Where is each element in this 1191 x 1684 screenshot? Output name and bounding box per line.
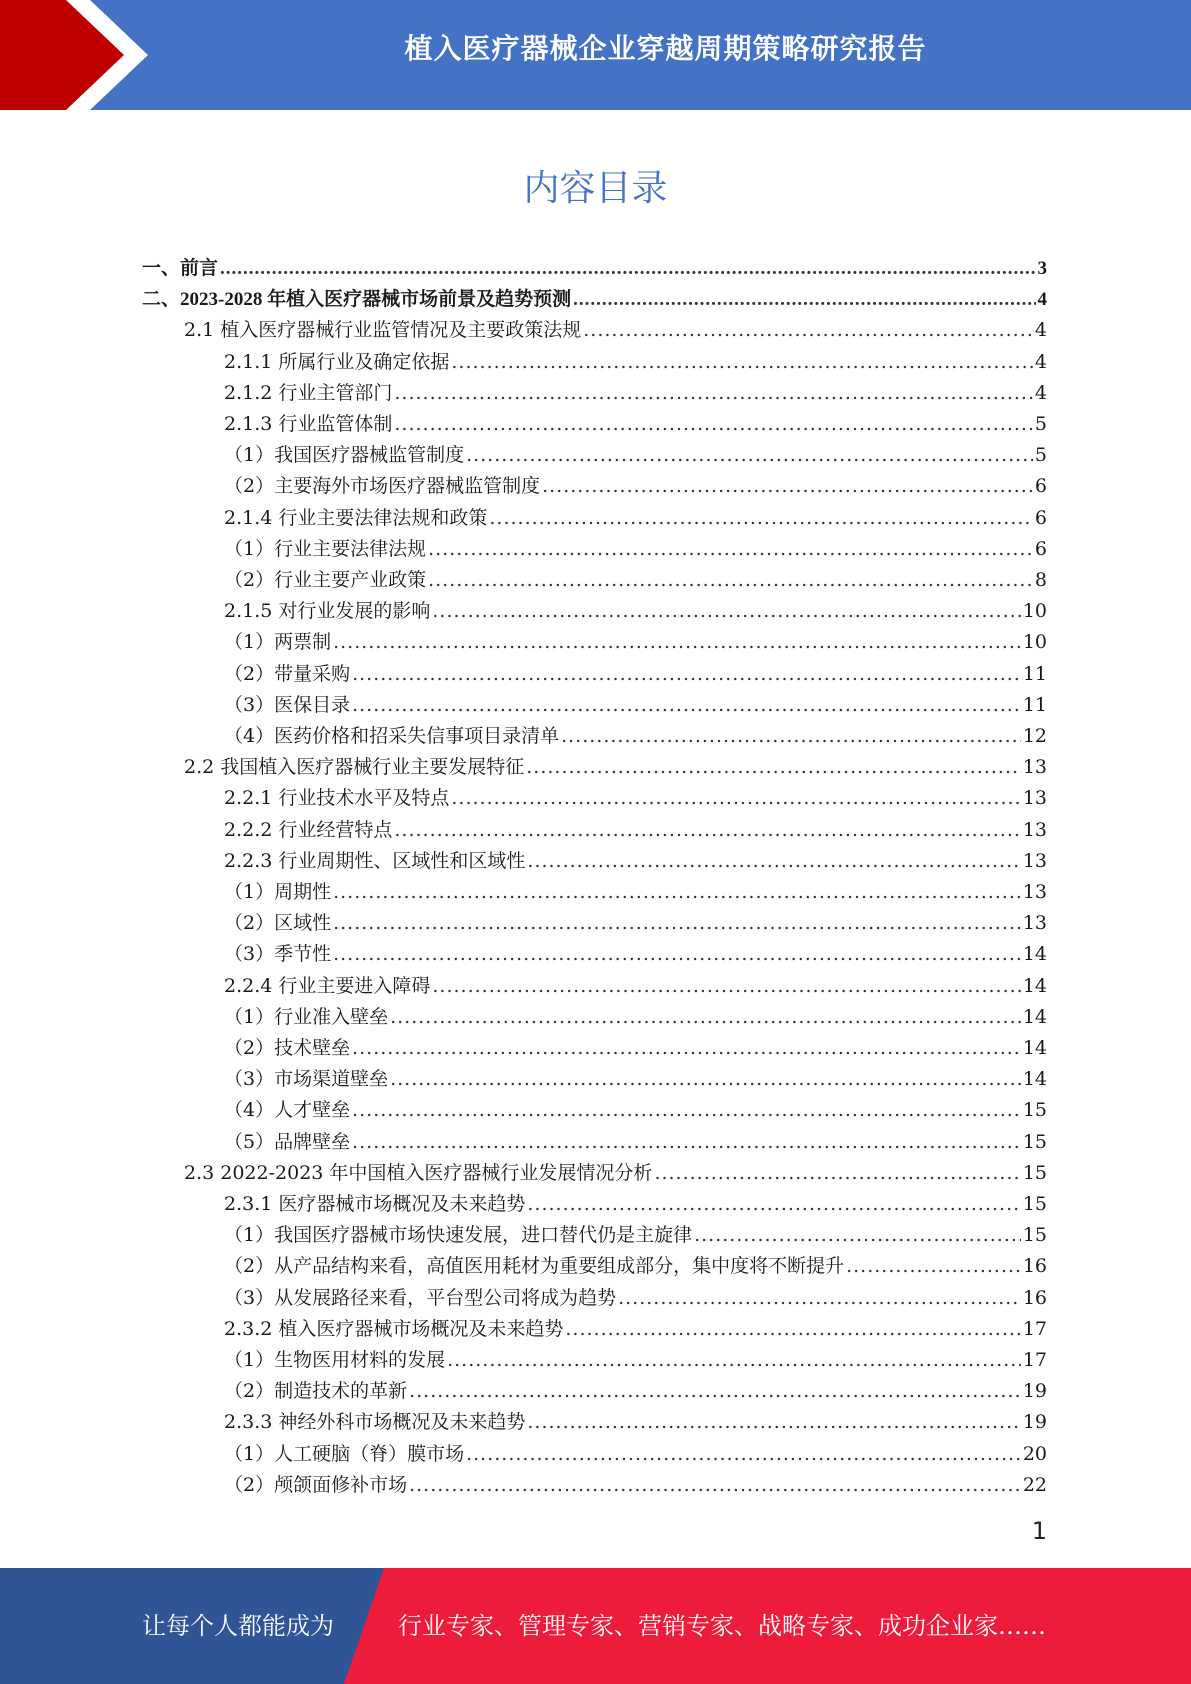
toc-entry-title: （1）两票制 <box>224 631 332 654</box>
toc-entry-page: 13 <box>1022 881 1047 903</box>
toc-entry-title: （1）生物医用材料的发展 <box>224 1349 446 1371</box>
toc-dot-leader <box>352 1131 1021 1153</box>
toc-dot-leader <box>583 319 1033 341</box>
toc-dot-leader <box>654 1162 1020 1184</box>
toc-dot-leader <box>527 1411 1020 1433</box>
toc-dot-leader <box>352 1037 1021 1059</box>
toc-entry-page: 14 <box>1022 943 1047 966</box>
toc-entry-page: 10 <box>1022 600 1047 623</box>
toc-entry[interactable] <box>224 846 1047 877</box>
toc-entry-title: （5）品牌壁垒 <box>224 1130 351 1153</box>
toc-entry-page: 11 <box>1022 662 1047 685</box>
toc-entry-title: 2.1.1 所属行业及确定依据 <box>224 350 450 373</box>
toc-dot-leader <box>466 444 1033 466</box>
toc-entry-page: 13 <box>1022 818 1047 841</box>
toc-dot-leader <box>694 1224 1021 1246</box>
toc-entry-page: 13 <box>1022 756 1047 779</box>
toc-entry-title: （1）行业主要法律法规 <box>224 537 427 560</box>
toc-dot-leader <box>409 1474 1021 1496</box>
toc-entry-title: 2.1.3 行业监管体制 <box>224 413 393 435</box>
toc-dot-leader <box>618 1287 1021 1309</box>
page-number: 1 <box>1031 1517 1047 1545</box>
header-arrow-icon <box>0 0 160 110</box>
toc-entry[interactable] <box>224 1314 1047 1345</box>
toc-entry-page: 15 <box>1022 1193 1047 1215</box>
toc-entry-title: （3）从发展路径来看，平台型公司将成为趋势 <box>224 1286 617 1309</box>
toc-entry[interactable] <box>142 253 1047 284</box>
toc-entry[interactable] <box>224 939 1047 970</box>
toc-entry-title: （3）医保目录 <box>224 693 351 716</box>
toc-dot-leader <box>333 881 1021 903</box>
toc-entry-page: 11 <box>1022 693 1047 716</box>
toc-entry[interactable] <box>224 1376 1047 1407</box>
toc-entry-title: 2.1 植入医疗器械行业监管情况及主要政策法规 <box>184 319 582 342</box>
footer-slogan-left: 让每个人都能成为 <box>142 1612 334 1640</box>
toc-dot-leader <box>447 1349 1021 1371</box>
toc-entry[interactable] <box>224 1470 1047 1501</box>
toc-dot-leader <box>451 787 1020 809</box>
toc-entry[interactable] <box>142 284 1047 315</box>
page-footer <box>0 1568 1191 1684</box>
toc-entry-title: 2.1.2 行业主管部门 <box>224 381 393 404</box>
toc-dot-leader <box>333 912 1021 934</box>
toc-entry[interactable] <box>184 752 1047 783</box>
toc-entry-title: （2）制造技术的革新 <box>224 1380 408 1403</box>
toc-entry-page: 13 <box>1022 787 1047 810</box>
toc-entry-title: 二、2023-2028 年植入医疗器械市场前景及趋势预测 <box>142 289 572 311</box>
toc-dot-leader <box>432 975 1020 997</box>
toc-entry[interactable] <box>224 378 1047 409</box>
toc-entry[interactable] <box>224 1033 1047 1064</box>
toc-entry-title: （2）颅颌面修补市场 <box>224 1473 408 1496</box>
toc-entry-page: 17 <box>1022 1317 1047 1340</box>
toc-dot-leader <box>432 600 1020 622</box>
toc-entry[interactable] <box>224 409 1047 440</box>
toc-entry-page: 12 <box>1022 725 1047 747</box>
toc-dot-leader <box>527 850 1020 872</box>
toc-entry[interactable] <box>224 721 1047 752</box>
toc-entry-page: 13 <box>1022 849 1047 872</box>
toc-entry-page: 15 <box>1022 1161 1047 1184</box>
toc-dot-leader <box>394 382 1033 404</box>
toc-entry-title: （2）主要海外市场医疗器械监管制度 <box>224 475 541 498</box>
toc-entry-page: 14 <box>1022 974 1047 997</box>
toc-entry[interactable] <box>224 471 1047 502</box>
toc-entry-page: 4 <box>1034 319 1047 342</box>
toc-entry[interactable] <box>224 1189 1047 1220</box>
toc-entry-title: （4）医药价格和招采失信事项目录清单 <box>224 725 560 747</box>
toc-entry[interactable] <box>184 315 1047 346</box>
toc-entry-title: 2.1.4 行业主要法律法规和政策 <box>224 506 488 529</box>
toc-dot-leader <box>573 289 1035 311</box>
toc-entry[interactable] <box>224 1220 1047 1251</box>
toc-entry-page: 4 <box>1034 350 1047 373</box>
toc-entry-title: （1）人工硬脑（脊）膜市场 <box>224 1442 465 1465</box>
toc-entry-page: 4 <box>1037 289 1047 311</box>
toc-entry-page: 3 <box>1037 258 1047 279</box>
toc-dot-leader <box>352 663 1021 685</box>
toc-entry[interactable] <box>184 1158 1047 1189</box>
toc-entry-title: （2）技术壁垒 <box>224 1037 351 1059</box>
toc-dot-leader <box>565 1318 1020 1340</box>
toc-entry-title: 2.2.2 行业经营特点 <box>224 818 393 841</box>
toc-entry-title: （1）行业准入壁垒 <box>224 1005 389 1028</box>
toc-dot-leader <box>352 694 1021 716</box>
toc-entry[interactable] <box>224 440 1047 471</box>
toc-entry[interactable] <box>224 783 1047 814</box>
toc-entry[interactable] <box>224 1002 1047 1033</box>
toc-entry[interactable] <box>224 1283 1047 1314</box>
report-header <box>0 0 1191 110</box>
toc-entry-page: 10 <box>1022 631 1047 654</box>
toc-entry-page: 6 <box>1034 537 1047 560</box>
toc-entry-page: 16 <box>1022 1255 1047 1278</box>
toc-entry-title: （3）季节性 <box>224 943 332 966</box>
toc-entry-page: 8 <box>1034 569 1047 591</box>
toc-entry-page: 22 <box>1022 1473 1047 1496</box>
toc-entry-title: 2.1.5 对行业发展的影响 <box>224 600 431 623</box>
toc-dot-leader <box>451 351 1033 373</box>
toc-entry-page: 4 <box>1034 381 1047 404</box>
toc-entry-title: 2.3.2 植入医疗器械市场概况及未来趋势 <box>224 1317 564 1340</box>
toc-dot-leader <box>846 1255 1021 1277</box>
toc-dot-leader <box>526 756 1021 778</box>
toc-entry-title: 2.2.3 行业周期性、区域性和区域性 <box>224 849 526 872</box>
toc-entry[interactable] <box>224 596 1047 627</box>
toc-entry[interactable] <box>224 1407 1047 1438</box>
toc-entry-page: 5 <box>1034 413 1047 435</box>
footer-slogan-right: 行业专家、管理专家、营销专家、战略专家、成功企业家…… <box>398 1612 1046 1640</box>
toc-entry-title: 2.2.1 行业技术水平及特点 <box>224 787 450 810</box>
toc-entry[interactable] <box>224 1127 1047 1158</box>
toc-dot-leader <box>394 413 1033 435</box>
toc-entry[interactable] <box>224 503 1047 534</box>
toc-entry-page: 17 <box>1022 1349 1047 1371</box>
toc-entry-title: 2.3.1 医疗器械市场概况及未来趋势 <box>224 1193 526 1215</box>
toc-entry-page: 13 <box>1022 912 1047 935</box>
toc-entry-title: 2.2.4 行业主要进入障碍 <box>224 974 431 997</box>
toc-entry-page: 14 <box>1022 1037 1047 1059</box>
toc-entry-page: 6 <box>1034 506 1047 529</box>
toc-entry-page: 16 <box>1022 1286 1047 1309</box>
toc-dot-leader <box>390 1068 1021 1090</box>
toc-dot-leader <box>333 631 1021 653</box>
toc-entry[interactable] <box>224 347 1047 378</box>
toc-entry[interactable] <box>224 659 1047 690</box>
toc-entry-title: 2.3 2022-2023 年中国植入医疗器械行业发展情况分析 <box>184 1161 653 1184</box>
toc-dot-leader <box>390 1006 1021 1028</box>
toc-entry-page: 15 <box>1022 1130 1047 1153</box>
toc-entry[interactable] <box>224 1064 1047 1095</box>
toc-entry[interactable] <box>224 908 1047 939</box>
toc-entry-page: 15 <box>1022 1099 1047 1122</box>
toc-entry-title: （2）区域性 <box>224 912 332 935</box>
toc-entry[interactable] <box>224 627 1047 658</box>
toc-entry[interactable] <box>224 1439 1047 1470</box>
toc-entry-title: （1）我国医疗器械市场快速发展，进口替代仍是主旋律 <box>224 1224 693 1247</box>
toc-entry-page: 14 <box>1022 1068 1047 1091</box>
toc-entry[interactable] <box>224 1095 1047 1126</box>
toc-entry[interactable] <box>224 534 1047 565</box>
toc-entry-page: 20 <box>1022 1442 1047 1465</box>
toc-entry-page: 6 <box>1034 475 1047 498</box>
toc-entry-title: （4）人才壁垒 <box>224 1099 351 1122</box>
toc-entry-page: 19 <box>1022 1411 1047 1434</box>
toc-entry[interactable] <box>224 877 1047 908</box>
toc-dot-leader <box>542 475 1033 497</box>
toc-dot-leader <box>220 258 1035 280</box>
toc-entry-title: 2.3.3 神经外科市场概况及未来趋势 <box>224 1411 526 1434</box>
toc-dot-leader <box>394 819 1020 841</box>
toc-entry[interactable] <box>224 690 1047 721</box>
toc-dot-leader <box>333 943 1021 965</box>
toc-heading: 内容目录 <box>523 168 668 209</box>
toc-entry-title: （2）带量采购 <box>224 662 351 685</box>
toc-dot-leader <box>409 1380 1021 1402</box>
toc-entry-title: （3）市场渠道壁垒 <box>224 1068 389 1091</box>
toc-entry-title: 一、前言 <box>142 258 219 279</box>
toc-entry-page: 15 <box>1022 1224 1047 1247</box>
toc-entry-page: 19 <box>1022 1380 1047 1403</box>
report-title: 植入医疗器械企业穿越周期策略研究报告 <box>404 32 927 65</box>
toc-entry[interactable] <box>224 565 1047 596</box>
toc-dot-leader <box>527 1193 1020 1215</box>
toc-entry[interactable] <box>224 971 1047 1002</box>
toc-entry[interactable] <box>224 815 1047 846</box>
toc-entry-page: 14 <box>1022 1005 1047 1028</box>
toc-entry-title: （2）从产品结构来看，高值医用耗材为重要组成部分，集中度将不断提升 <box>224 1255 845 1278</box>
toc-dot-leader <box>466 1443 1021 1465</box>
toc-dot-leader <box>489 507 1033 529</box>
toc-entry-page: 5 <box>1034 444 1047 467</box>
toc-entry-title: （1）我国医疗器械监管制度 <box>224 444 465 467</box>
toc-entry[interactable] <box>224 1251 1047 1282</box>
toc-dot-leader <box>428 569 1033 591</box>
toc-dot-leader <box>352 1099 1021 1121</box>
toc-entry-title: （2）行业主要产业政策 <box>224 569 427 591</box>
toc-dot-leader <box>561 725 1021 747</box>
toc-entry-title: 2.2 我国植入医疗器械行业主要发展特征 <box>184 756 525 779</box>
toc-dot-leader <box>428 538 1033 560</box>
toc-entry-title: （1）周期性 <box>224 881 332 903</box>
toc-entry[interactable] <box>224 1345 1047 1376</box>
